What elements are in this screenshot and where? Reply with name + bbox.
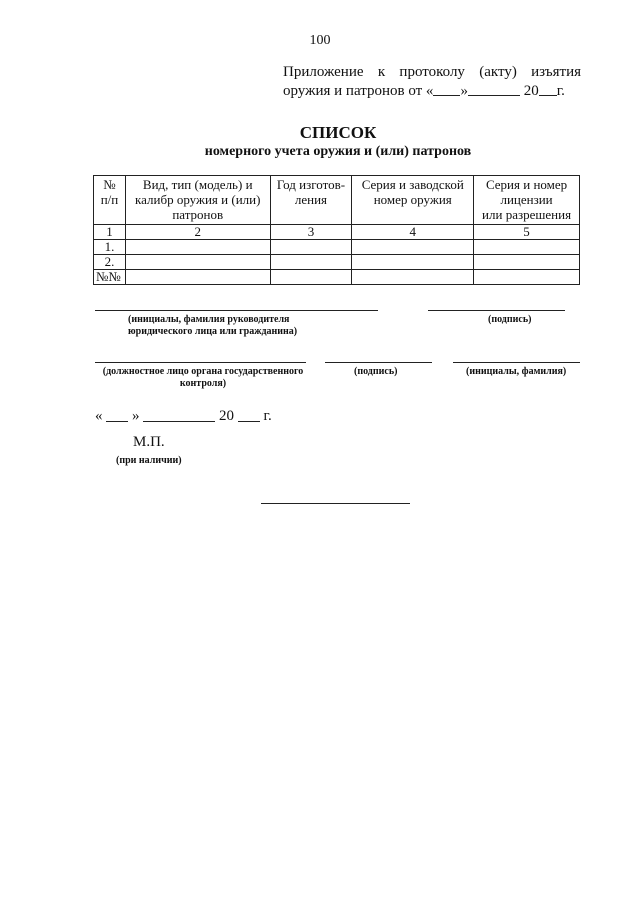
- col-index-5: 5: [474, 225, 580, 240]
- col-index-2: 2: [125, 225, 270, 240]
- header-license-text: Серия и номер лицензии или разрешения: [482, 177, 572, 222]
- head-caption: (инициалы, фамилия руководителя юридического лица или гражданина): [128, 314, 298, 337]
- header-serial: [352, 176, 474, 225]
- table-cell: [352, 270, 474, 285]
- official-line: [95, 362, 306, 363]
- table-cell: [270, 270, 352, 285]
- header-year-text: Год изготов- ления: [276, 177, 346, 207]
- appendix-prefix: оружия и патронов от «: [283, 83, 434, 99]
- appendix-year: 20: [523, 83, 539, 99]
- day-blank: [433, 82, 460, 96]
- table-cell: [125, 240, 270, 255]
- header-number: [94, 176, 126, 225]
- col-index-3: 3: [270, 225, 352, 240]
- appendix-line-1: Приложение к протоколу (акту) изъятия: [283, 64, 581, 80]
- date-year-prefix: 20: [219, 408, 234, 424]
- month-blank: [468, 82, 520, 96]
- official-initials-line: [453, 362, 580, 363]
- table-row: [94, 255, 580, 270]
- table-row: [94, 225, 580, 240]
- appendix-quote-close: »: [460, 83, 468, 99]
- date-open-quote: «: [95, 408, 103, 424]
- closing-line: [261, 503, 410, 504]
- row-label: 1.: [94, 240, 126, 255]
- date-line: [95, 407, 272, 425]
- col-index-4: 4: [352, 225, 474, 240]
- row-label: №№: [94, 270, 126, 285]
- table-cell: [352, 255, 474, 270]
- table-cell: [270, 255, 352, 270]
- stamp-note: (при наличии): [116, 455, 182, 466]
- head-sign-line: [428, 310, 565, 311]
- table-cell: [474, 255, 580, 270]
- signature-caption: (подпись): [488, 314, 532, 325]
- table-cell: [352, 240, 474, 255]
- initials-caption: (инициалы, фамилия): [466, 366, 567, 377]
- header-year: [270, 176, 352, 225]
- header-type: [125, 176, 270, 225]
- document-subtitle: номерного учета оружия и (или) патронов: [204, 144, 472, 159]
- official-caption: (должностное лицо органа государственного контроля): [102, 366, 304, 389]
- year-blank: [539, 82, 557, 96]
- signature-caption-2: (подпись): [354, 366, 398, 377]
- table-cell: [125, 270, 270, 285]
- header-type-text: Вид, тип (модель) и калибр оружия и (или) патронов: [135, 177, 261, 222]
- table-cell: [474, 240, 580, 255]
- stamp-label: М.П.: [133, 434, 165, 450]
- date-suffix: г.: [263, 408, 272, 424]
- month-field: [143, 407, 215, 422]
- head-signature-line: [95, 310, 378, 311]
- year-field: [238, 407, 260, 422]
- day-field: [106, 407, 128, 422]
- header-serial-text: Серия и заводской номер оружия: [361, 177, 464, 207]
- date-close-quote: »: [132, 408, 140, 424]
- header-license: [474, 176, 580, 225]
- table-row: [94, 240, 580, 255]
- row-label: 2.: [94, 255, 126, 270]
- table-cell: [270, 240, 352, 255]
- official-sign-line: [325, 362, 432, 363]
- document-title: СПИСОК: [299, 123, 377, 142]
- page-number: 100: [309, 33, 331, 48]
- table-header-row: [94, 176, 580, 225]
- col-index-1: 1: [94, 225, 126, 240]
- appendix-suffix: г.: [556, 83, 565, 99]
- table-row: [94, 270, 580, 285]
- table-cell: [474, 270, 580, 285]
- table-cell: [125, 255, 270, 270]
- header-number-text: № п/п: [100, 177, 119, 207]
- registry-table: [93, 175, 580, 285]
- appendix-line-2: [283, 82, 581, 101]
